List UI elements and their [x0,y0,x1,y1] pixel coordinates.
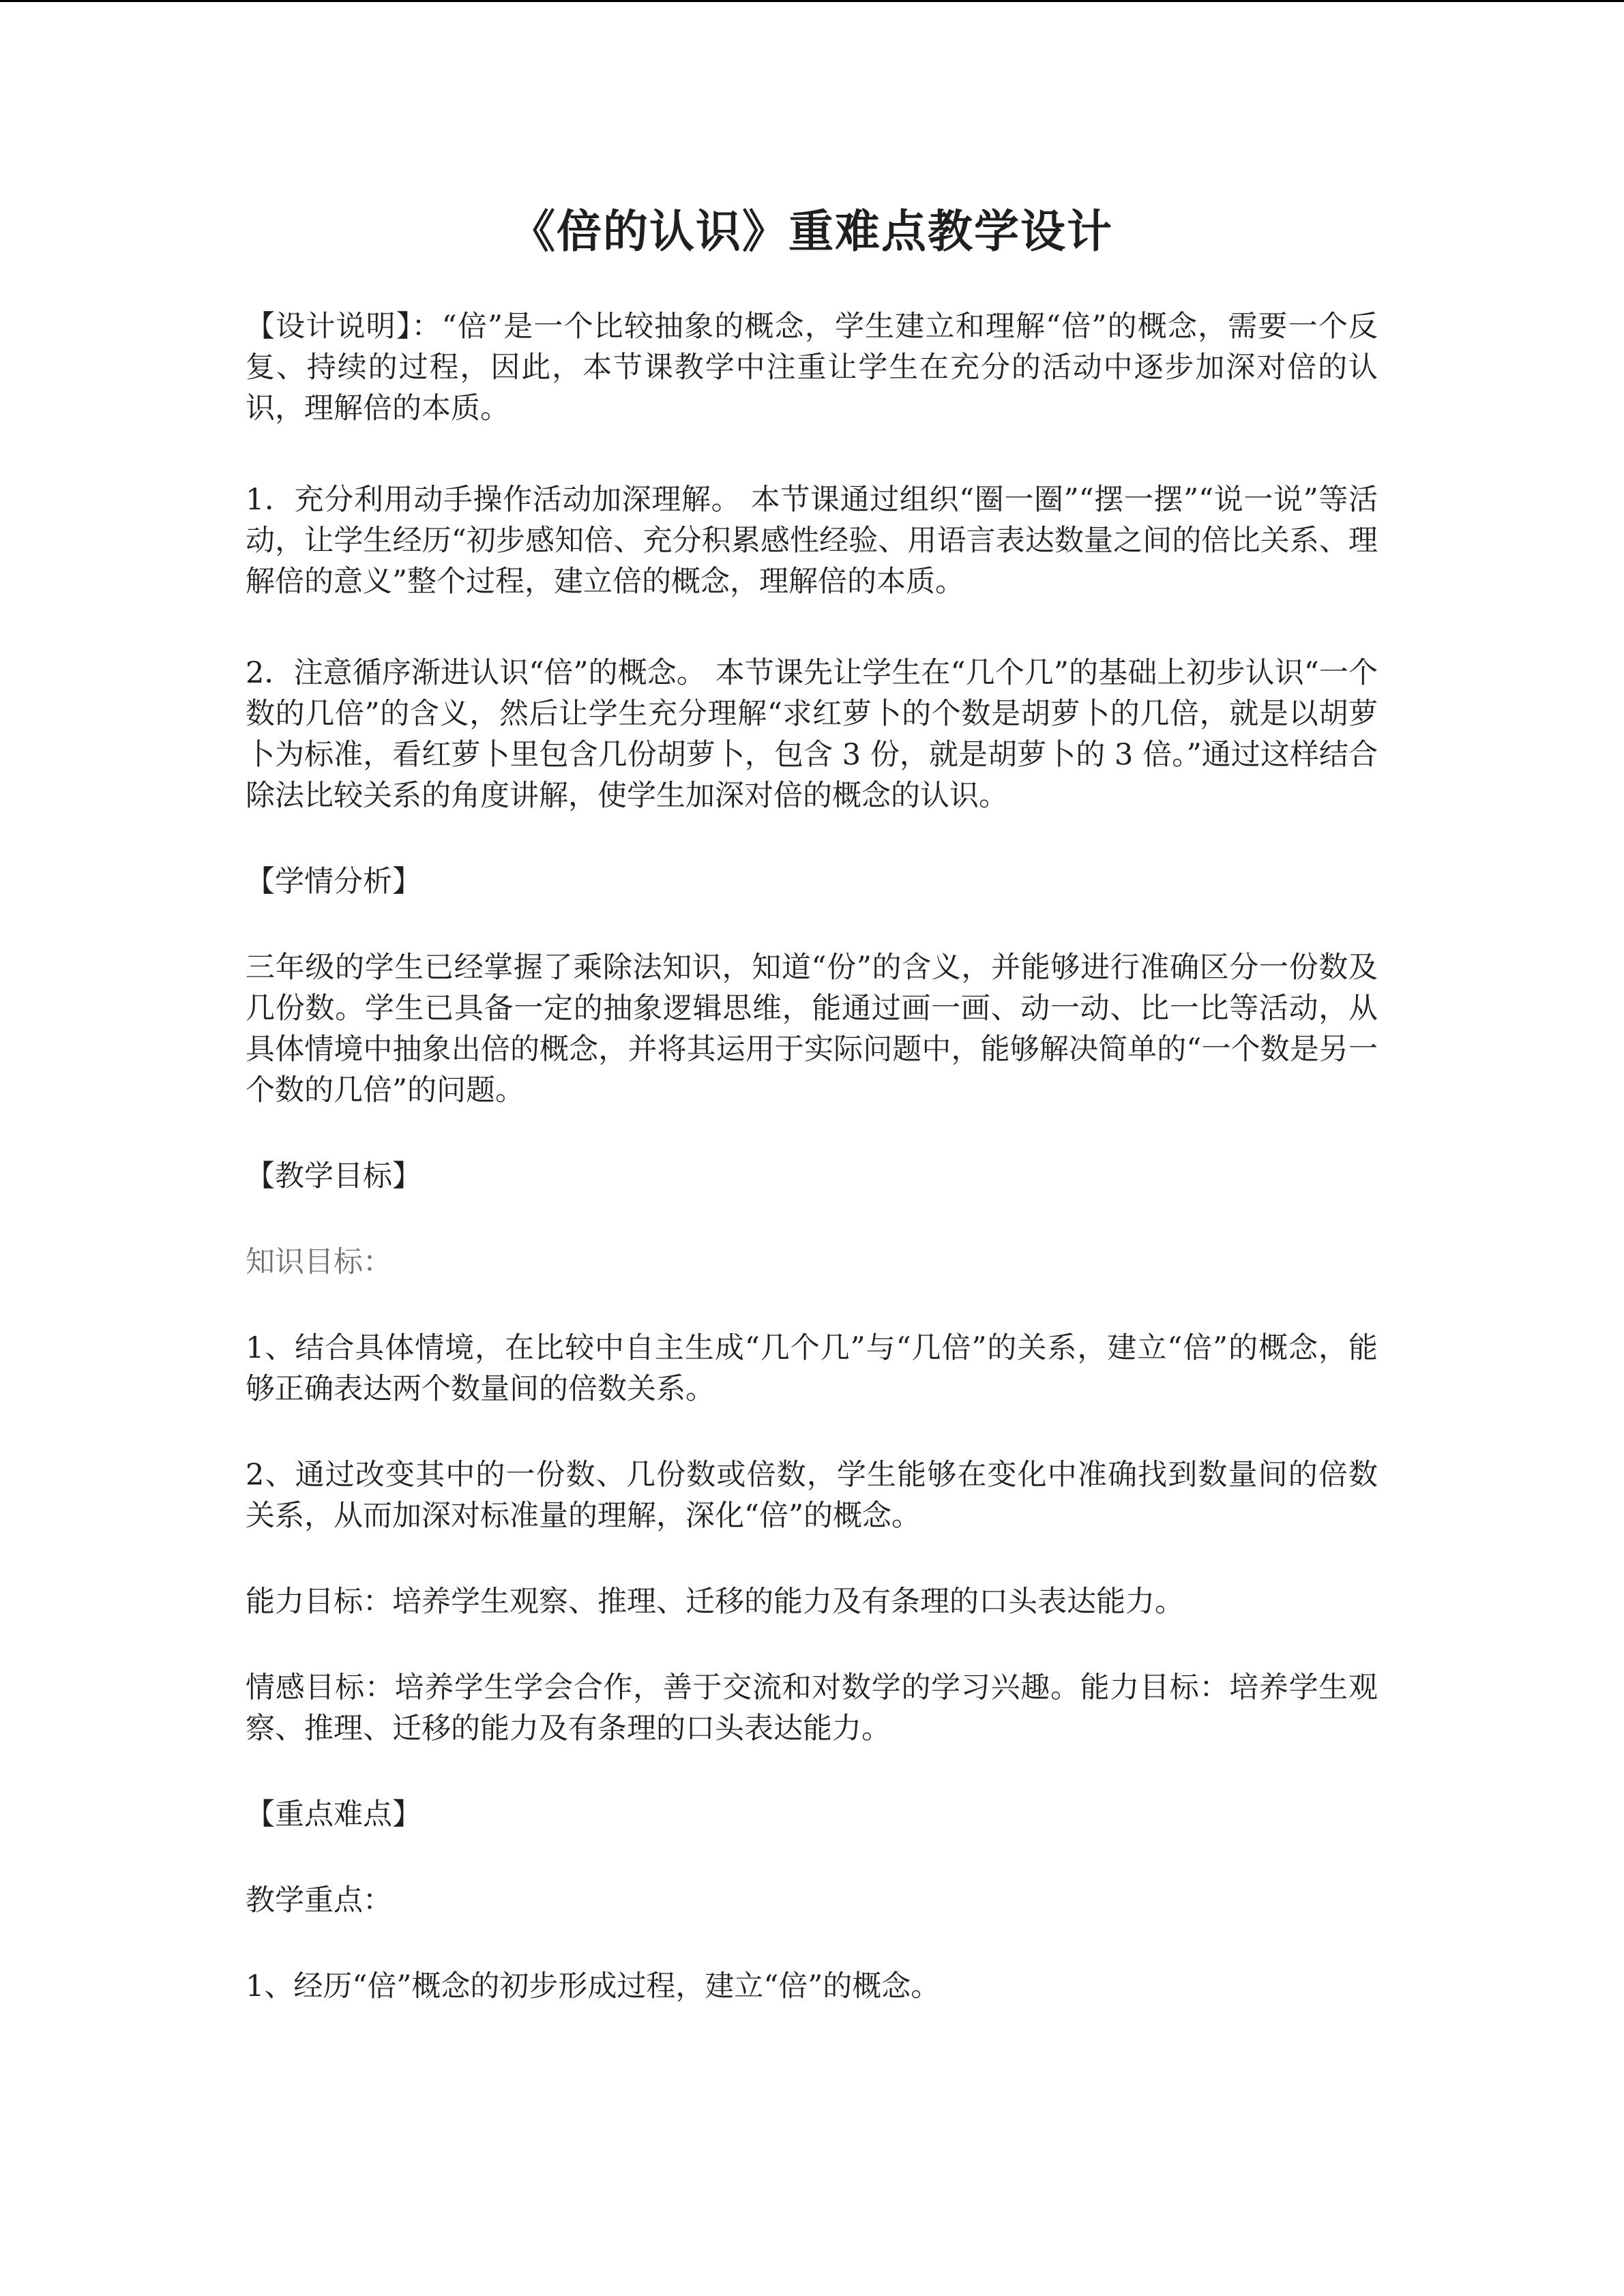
design-note-paragraph: 【设计说明】：“倍”是一个比较抽象的概念，学生建立和理解“倍”的概念，需要一个反复、持续的过程，因此，本节课教学中注重让学生在充分的活动中逐步加深对倍的认识，理解倍的本质。 [246,310,1378,426]
key-point-label: 教学重点： [246,1883,392,1918]
point-2-paragraph: 2．注意循序渐进认识“倍”的概念。 本节课先让学生在“几个几”的基础上初步认识“一个数的几倍”的含义，然后让学生充分理解“求红萝卜的个数是胡萝卜的几倍，就是以胡萝卜为标准，看红萝卜里包含几份胡萝卜，包含 3 份，就是胡萝卜的 3 倍。”通过这样结合除法比较关系的角度讲解，使学生加深对倍的概念的认识。 [246,656,1378,814]
page-top-border [0,0,1624,2]
goal-2-paragraph: 2、通过改变其中的一份数、几份数或倍数，学生能够在变化中准确找到数量间的倍数关系，从而加深对标准量的理解，深化“倍”的概念。 [246,1458,1378,1534]
goal-1-paragraph: 1、结合具体情境，在比较中自主生成“几个几”与“几倍”的关系，建立“倍”的概念，能够正确表达两个数量间的倍数关系。 [246,1331,1378,1407]
knowledge-goal-label: 知识目标： [246,1245,392,1280]
analysis-paragraph: 三年级的学生已经掌握了乘除法知识，知道“份”的含义，并能够进行准确区分一份数及几份数。学生已具备一定的抽象逻辑思维，能通过画一画、动一动、比一比等活动，从具体情境中抽象出倍的概念，并将其运用于实际问题中，能够解决简单的“一个数是另一个数的几倍”的问题。 [246,951,1378,1108]
section-heading-goals: 【教学目标】 [246,1159,422,1194]
document-page [246,205,1378,2007]
section-heading-analysis: 【学情分析】 [246,865,422,899]
ability-goal-paragraph: 能力目标：培养学生观察、推理、迁移的能力及有条理的口头表达能力。 [246,1585,1184,1620]
section-heading-key-points: 【重点难点】 [246,1798,422,1832]
key-point-1: 1、经历“倍”概念的初步形成过程，建立“倍”的概念。 [246,1969,941,2004]
emotion-goal-paragraph: 情感目标：培养学生学会合作，善于交流和对数学的学习兴趣。能力目标：培养学生观察、推理、迁移的能力及有条理的口头表达能力。 [246,1671,1378,1746]
point-1-paragraph: 1．充分利用动手操作活动加深理解。 本节课通过组织“圈一圈”“摆一摆”“说一说”等活动，让学生经历“初步感知倍、充分积累感性经验、用语言表达数量之间的倍比关系、理解倍的意义”整个过程，建立倍的概念，理解倍的本质。 [246,483,1378,599]
document-title: 《倍的认识》重难点教学设计 [510,205,1113,258]
